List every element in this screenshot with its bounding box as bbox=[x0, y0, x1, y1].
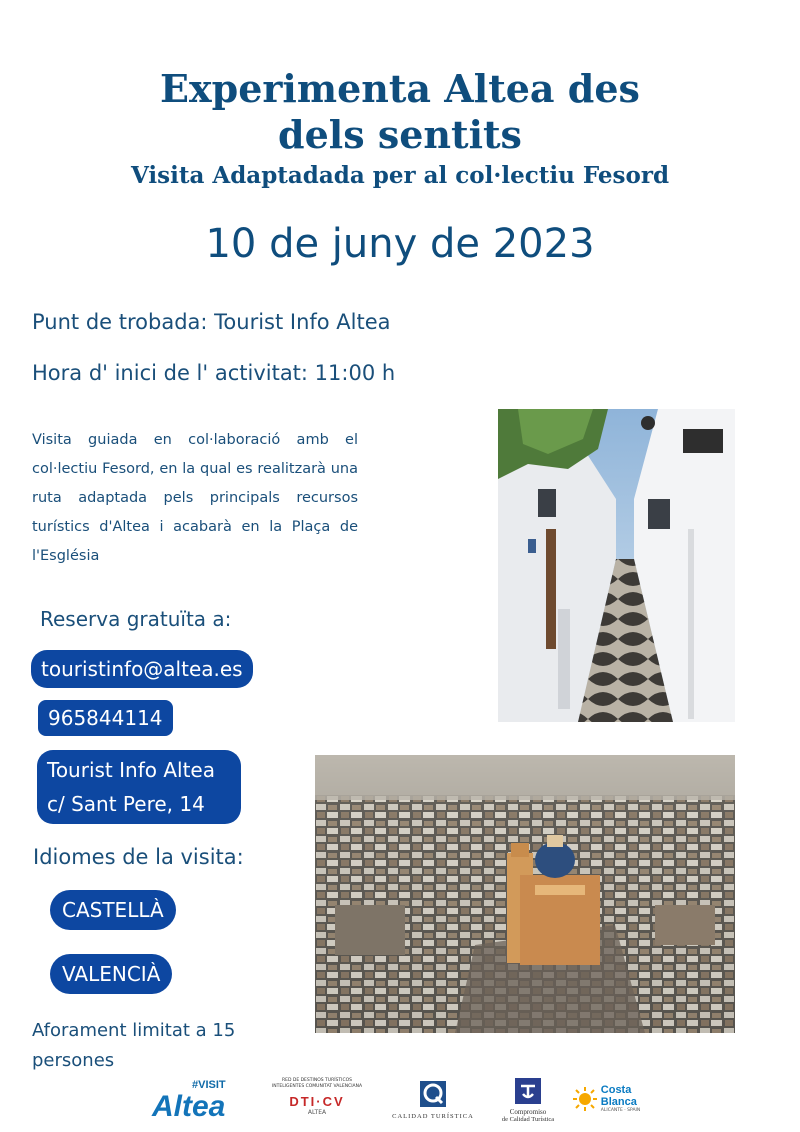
aerial-photo-image bbox=[315, 755, 735, 1033]
calidad-turistica-logo bbox=[386, 1070, 480, 1128]
costa-line1: Costa bbox=[600, 1084, 632, 1096]
office-name: Tourist Info Altea bbox=[47, 758, 215, 782]
language-pill-valencia bbox=[50, 954, 172, 994]
event-date: 10 de juny de 2023 bbox=[205, 221, 595, 267]
phone-pill[interactable] bbox=[38, 700, 173, 736]
language-label: VALENCIÀ bbox=[62, 962, 161, 986]
office-address: c/ Sant Pere, 14 bbox=[47, 792, 205, 816]
compromiso-icon bbox=[513, 1076, 543, 1106]
aerial-photo bbox=[315, 755, 735, 1033]
office-pill bbox=[37, 750, 241, 824]
dti-cv-logo bbox=[262, 1066, 372, 1128]
event-description: Visita guiada en col·laboració amb el col·lectiu Fesord, en la qual es realitzarà una ruta adaptada pels principals recursos turístics d'Altea i acabarà en la Plaça de l'Església bbox=[32, 432, 358, 564]
email-pill[interactable] bbox=[31, 650, 253, 688]
street-photo bbox=[498, 409, 735, 722]
visit-altea-logo bbox=[152, 1076, 248, 1126]
page-subtitle: Visita Adaptadada per al col·lectiu Fesord bbox=[130, 162, 670, 189]
street-photo-image bbox=[498, 409, 735, 722]
costa-blanca-text bbox=[601, 1085, 640, 1113]
meeting-point: Punt de trobada: Tourist Info Altea bbox=[32, 310, 391, 334]
capacity-line2: persones bbox=[32, 1050, 115, 1071]
compromiso-line1: Compromiso bbox=[509, 1107, 547, 1116]
visit-hash: #VISIT bbox=[192, 1079, 226, 1091]
sun-icon bbox=[572, 1086, 598, 1112]
compromiso-line2: de Calidad Turística bbox=[501, 1115, 555, 1123]
page-title-line1: Experimenta Altea des bbox=[160, 66, 640, 111]
languages-heading: Idiomes de la visita: bbox=[33, 845, 244, 869]
language-pill-castella bbox=[50, 890, 176, 930]
calidad-label: CALIDAD TURÍSTICA bbox=[392, 1112, 474, 1120]
dti-letters: DTI·CV bbox=[289, 1094, 345, 1109]
costa-sub: ALICANTE · SPAIN bbox=[600, 1108, 641, 1113]
visit-brand: Altea bbox=[152, 1090, 226, 1123]
costa-line2: Blanca bbox=[600, 1096, 637, 1108]
costa-blanca-logo bbox=[566, 1074, 646, 1124]
start-time: Hora d' inici de l' activitat: 11:00 h bbox=[32, 361, 396, 385]
phone-text[interactable]: 965844114 bbox=[48, 706, 163, 730]
capacity-line1: Aforament limitat a 15 bbox=[32, 1020, 236, 1041]
q-quality-icon bbox=[418, 1079, 448, 1109]
footer-logos bbox=[0, 1062, 800, 1132]
language-label: CASTELLÀ bbox=[62, 898, 164, 922]
dti-caption: RED DE DESTINOS TURÍSTICOS INTELIGENTES COMUNITAT VALENCIANA bbox=[271, 1078, 363, 1089]
booking-heading: Reserva gratuïta a: bbox=[40, 607, 232, 631]
compromiso-calidad-logo bbox=[492, 1070, 564, 1128]
page-title-line2: dels sentits bbox=[278, 112, 522, 157]
email-text[interactable]: touristinfo@altea.es bbox=[41, 657, 243, 681]
dti-sub: ALTEA bbox=[307, 1109, 327, 1116]
